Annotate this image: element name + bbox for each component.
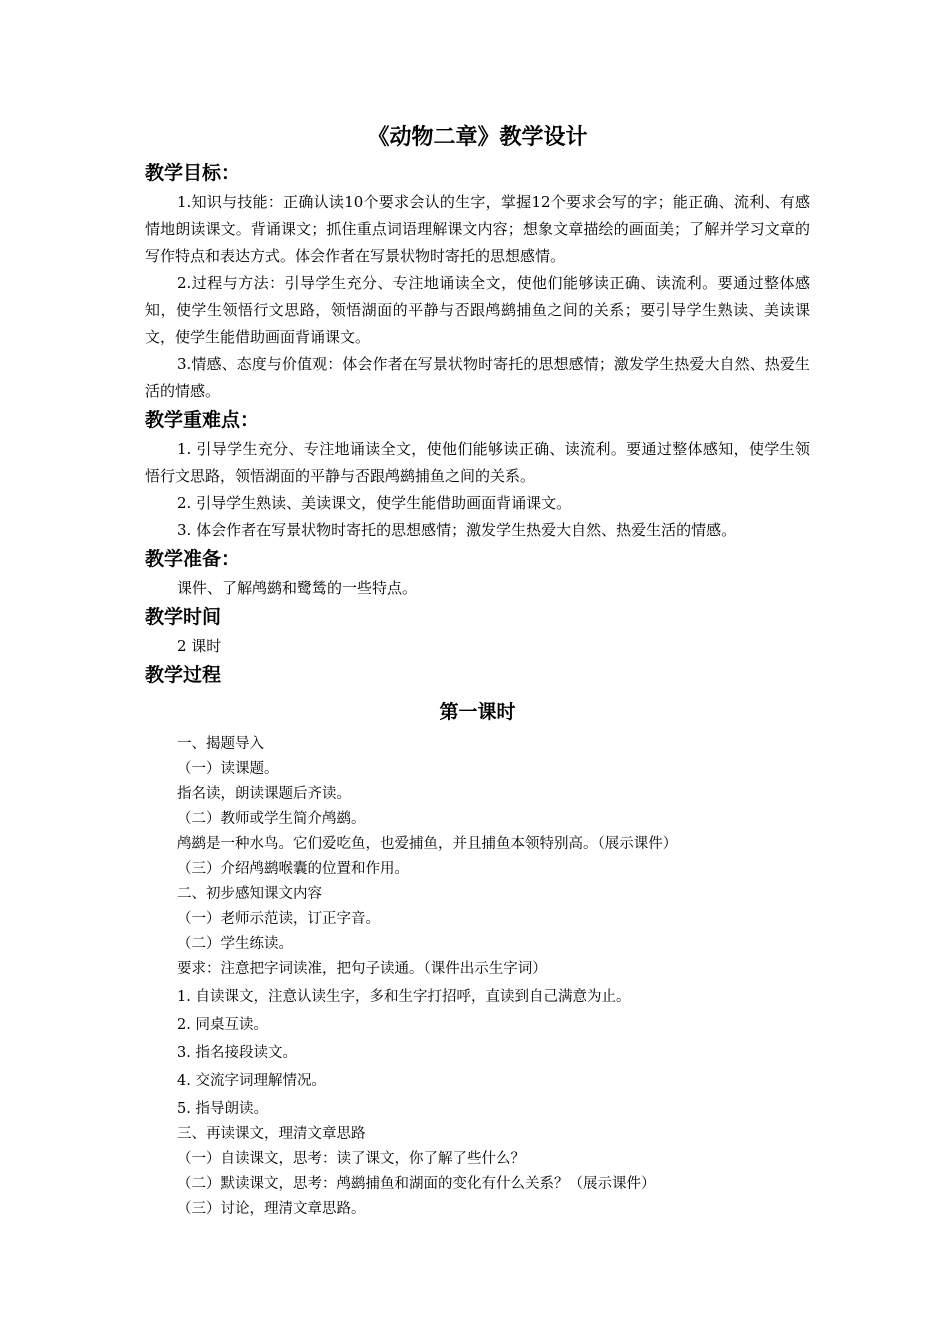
process-line: （二）教师或学生简介鸬鹚。 xyxy=(177,811,366,827)
process-line: （一）自读课文，思考：读了课文，你了解了些什么？ xyxy=(177,1151,525,1167)
process-line: 3. 指名接段读文。 xyxy=(177,1045,297,1061)
lesson-title: 第一课时 xyxy=(439,701,516,723)
process-line: 一、揭题导入 xyxy=(177,736,264,752)
goals-paragraph: 2.过程与方法：引导学生充分、专注地诵读全文，使他们能够读正确、读流利。要通过整体感知，使学生领悟行文思路，领悟湖面的平静与否跟鸬鹚捕鱼之间的关系；要引导学生熟读、美读课文，使学生能借助画面背诵课文。 xyxy=(145,274,810,346)
process-line: （一）读课题。 xyxy=(177,761,279,777)
heading-time: 教学时间 xyxy=(145,606,222,628)
prep-text: 课件、了解鸬鹚和鹭鸶的一些特点。 xyxy=(177,579,418,597)
process-line: （一）老师示范读，订正字音。 xyxy=(177,911,380,927)
heading-keypoints: 教学重难点： xyxy=(145,409,260,431)
heading-goals: 教学目标： xyxy=(145,162,241,184)
process-line: 2. 同桌互读。 xyxy=(177,1017,268,1033)
process-line: 鸬鹚是一种水鸟。它们爱吃鱼，也爱捕鱼，并且捕鱼本领特别高。（展示课件） xyxy=(177,836,678,852)
process-line: 要求：注意把字词读准，把句子读通。（课件出示生字词） xyxy=(177,961,547,977)
process-line: 指名读，朗读课题后齐读。 xyxy=(177,786,351,802)
goals-paragraph: 3.情感、态度与价值观：体会作者在写景状物时寄托的思想感情；激发学生热爱大自然、热爱生活的情感。 xyxy=(145,355,810,400)
process-line: 5. 指导朗读。 xyxy=(177,1101,268,1117)
process-line: 1. 自读课文，注意认读生字，多和生字打招呼，直读到自己满意为止。 xyxy=(177,989,631,1005)
keypoints-paragraph: 1. 引导学生充分、专注地诵读全文，使他们能够读正确、读流利。要通过整体感知，使学生领悟行文思路，领悟湖面的平静与否跟鸬鹚捕鱼之间的关系。 xyxy=(145,440,810,485)
time-text: 2 课时 xyxy=(177,637,222,655)
process-line: （三）讨论，理清文章思路。 xyxy=(177,1201,366,1217)
process-line: （二）默读课文，思考：鸬鹚捕鱼和湖面的变化有什么关系？（展示课件） xyxy=(177,1176,656,1192)
process-line: （三）介绍鸬鹚喉囊的位置和作用。 xyxy=(177,861,409,877)
document-page xyxy=(145,118,810,1222)
keypoints-paragraph: 3. 体会作者在写景状物时寄托的思想感情；激发学生热爱大自然、热爱生活的情感。 xyxy=(177,521,737,539)
heading-process: 教学过程 xyxy=(145,664,222,686)
process-line: 二、初步感知课文内容 xyxy=(177,886,322,902)
goals-paragraph: 1.知识与技能：正确认读10个要求会认的生字，掌握12个要求会写的字；能正确、流利、有感情地朗读课文。背诵课文；抓住重点词语理解课文内容；想象文章描绘的画面美；了解并学习文章的写作特点和表达方式。体会作者在写景状物时寄托的思想感情。 xyxy=(145,193,810,265)
keypoints-paragraph: 2. 引导学生熟读、美读课文，使学生能借助画面背诵课文。 xyxy=(177,494,572,512)
process-line: （二）学生练读。 xyxy=(177,936,293,952)
document-title: 《动物二章》教学设计 xyxy=(367,125,588,150)
process-line: 4. 交流字词理解情况。 xyxy=(177,1073,326,1089)
heading-prep: 教学准备： xyxy=(145,548,241,570)
process-line: 三、再读课文，理清文章思路 xyxy=(177,1126,366,1142)
